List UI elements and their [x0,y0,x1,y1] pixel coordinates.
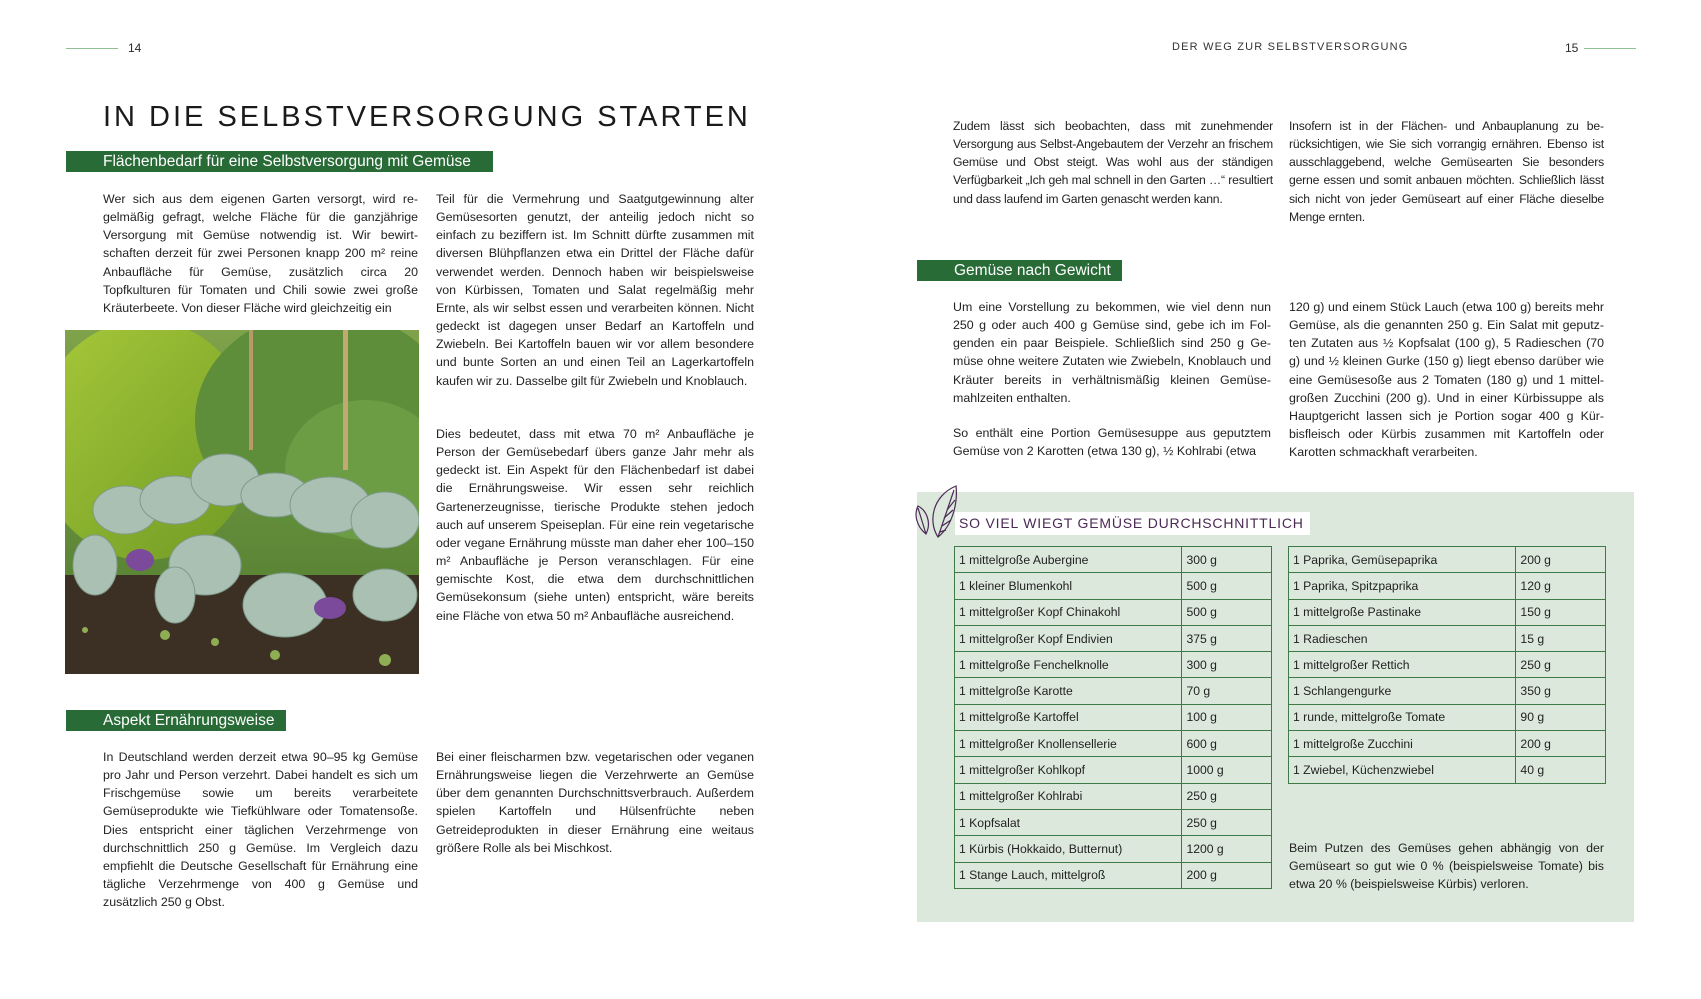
weight-cell: 300 g [1182,652,1272,678]
table-row [955,573,1272,599]
table-row [955,704,1272,730]
item-cell: 1 mittelgroße Zucchini [1289,731,1516,757]
item-cell: 1 runde, mittelgroße Tomate [1289,704,1516,730]
paragraph-intro-1: Zudem lässt sich beobachten, dass mit zunehmender Versorgung aus Selbst-Angebautem der Verzehr an frischem Gemüse und Obst steigt. Was wohl aus der ständigen Verfügbarkeit „Ich geh mal schnell in den Garten …“ resultiert und dass laufend im Garten genascht werden kann. [953,119,1273,206]
weight-cell: 120 g [1516,573,1606,599]
section-heading-flaechenbedarf [66,151,493,172]
weight-cell: 15 g [1516,625,1606,651]
page-number-left: 14 [128,41,142,55]
item-cell: 1 mittelgroße Pastinake [1289,599,1516,625]
weight-table-right [1288,546,1606,784]
table-row [1289,731,1606,757]
paragraph-flaechenbedarf-3: Dies bedeutet, dass mit etwa 70 m² Anbaufläche je Person der Gemüsebedarf übers ganze Jahr mehr als gedeckt ist. Ein Aspekt für den Flächenbedarf ist dabei die Ernährungsweise. Wir essen sehr reichlich Gartenerzeugnisse, tierische Produkte stehen jedoch auch auf unserem Speiseplan. Für eine rein vegetarische oder vegane Ernährung müsste man daher eher 100–150 m² Anbaufläche je Person veranschlagen. Für eine gemischte Kost, die etwa dem durchschnittlichen Gemüsekonsum (siehe unten) entspricht, wäre bereits eine Fläche von etwa 50 m² Anbaufläche ausreichend. [436,427,754,623]
table-row [1289,652,1606,678]
weight-cell: 100 g [1182,704,1272,730]
item-cell: 1 kleiner Blumenkohl [955,573,1182,599]
weight-cell: 350 g [1516,678,1606,704]
item-cell: 1 mittelgroße Aubergine [955,547,1182,573]
table-row [955,652,1272,678]
item-cell: 1 mittelgroßer Kohlrabi [955,783,1182,809]
table-row [1289,704,1606,730]
paragraph-gewicht-1: Um eine Vorstellung zu bekommen, wie viel denn nun 250 g oder auch 400 g Gemüse sind, gebe ich im Folgenden ein paar Beispiele. Schließlich sind 250 g Gemüse ohne weitere Zutaten wie Zwiebeln, Knoblauch und Kräuter bereits in verhältnismäßig kleinen Gemüsemahlzeiten enthalten. [953,300,1271,405]
weight-cell: 200 g [1516,547,1606,573]
info-box-title: SO VIEL WIEGT GEMÜSE DURCHSCHNITTLICH [955,512,1310,535]
weight-cell: 70 g [1182,678,1272,704]
item-cell: 1 mittelgroßer Knollensellerie [955,731,1182,757]
table-row [955,809,1272,835]
section-heading-text: Flächenbedarf für eine Selbstversorgung mit Gemüse [103,153,471,170]
table-row [955,862,1272,888]
weight-cell: 150 g [1516,599,1606,625]
item-cell: 1 mittelgroßer Kohlkopf [955,757,1182,783]
weight-cell: 250 g [1182,783,1272,809]
table-row [955,547,1272,573]
item-cell: 1 mittelgroßer Rettich [1289,652,1516,678]
weight-cell: 40 g [1516,757,1606,783]
paragraph-flaechenbedarf-2: Teil für die Vermehrung und Saatgutgewinnung alter Gemüsesorten genutzt, der anteilig jedoch nicht so einfach zu beziffern ist. Im Schnitt dürfte zusammen mit diversen Blühpflanzen etwa ein Drittel der Fläche dafür verwendet werden. Dennoch haben wir beispielsweise von Kürbissen, Tomaten und Salat regelmäßig mehr Ernte, als wir selbst essen und verarbeiten können. Nicht gedeckt ist dagegen unser Bedarf an Kartoffeln und Zwiebeln. Bei Kartoffeln bauen wir vor allem besondere und bunte Sorten an und einen Teil an Lagerkartoffeln kaufen wir zu. Dasselbe gilt für Zwiebeln und Knoblauch. [436,192,754,388]
weight-cell: 200 g [1516,731,1606,757]
paragraph-gewicht-3: 120 g) und einem Stück Lauch (etwa 100 g) bereits mehr Gemüse, als die genannten 250 g. Ein Salat mit geputzten Zutaten aus ½ Kopfsalat (100 g), 5 Radieschen (70 g) und ½ kleinen Gurke (150 g) liegt ebenso darüber wie eine Gemüsesoße aus 2 Tomaten (180 g) und 1 mittelgroßen Zucchini (200 g). Und in einer Kürbissuppe als Hauptgericht lassen sich je Portion sogar 400 g Kürbisfleisch oder Kürbis zusammen mit Kartoffeln oder Karotten schmackhaft verarbeiten. [1289,300,1604,460]
table-row [955,599,1272,625]
weight-cell: 90 g [1516,704,1606,730]
item-cell: 1 mittelgroße Kartoffel [955,704,1182,730]
item-cell: 1 mittelgroßer Kopf Chinakohl [955,599,1182,625]
paragraph-gewicht-2: So enthält eine Portion Gemüsesuppe aus geputztem Gemüse von 2 Karotten (etwa 130 g), ½ Kohlrabi (etwa [953,426,1271,459]
table-row [955,783,1272,809]
table-row [1289,547,1606,573]
paragraph-flaechenbedarf-1: Wer sich aus dem eigenen Garten versorgt, wird regelmäßig gefragt, welche Fläche für die ganzjährige Versorgung mit Gemüse notwendig ist. Wir bewirtschaften derzeit für zwei Personen knapp 200 m² reine Anbaufläche für Gemüse, zusätzlich circa 20 Topfkulturen für Tomaten und Chili sowie zwei große Kräuterbeete. Von dieser Fläche wird gleichzeitig ein [103,192,418,315]
weight-cell: 200 g [1182,862,1272,888]
table-row [955,836,1272,862]
paragraph-ernaehrungsweise-1: In Deutschland werden derzeit etwa 90–95 kg Gemüse pro Jahr und Person verzehrt. Dabei handelt es sich um Frischgemüse sowie um bereits verarbeitete Gemüseprodukte wie Tiefkühlware oder Tomatensoße. Dies entspricht einer täglichen Verzehrmenge von durchschnittlich 250 g Gemüse. Im Vergleich dazu empfiehlt die Deutsche Gesellschaft für Ernährung eine tägliche Verzehrmenge von 400 g Gemüse und zusätzlich 250 g Obst. [103,750,418,910]
table-row [1289,678,1606,704]
item-cell: 1 Schlangengurke [1289,678,1516,704]
garden-photo [65,330,419,674]
section-heading-gewicht [917,260,1122,281]
table-row [955,731,1272,757]
item-cell: 1 Stange Lauch, mittelgroß [955,862,1182,888]
table-row [955,757,1272,783]
item-cell: 1 mittelgroße Karotte [955,678,1182,704]
leaf-icon [912,482,960,540]
weight-cell: 300 g [1182,547,1272,573]
header-rule-left [66,48,118,49]
page-number-right: 15 [1565,41,1579,55]
weight-cell: 500 g [1182,573,1272,599]
item-cell: 1 mittelgroße Fenchelknolle [955,652,1182,678]
weight-table-left [954,546,1272,889]
item-cell: 1 mittelgroßer Kopf Endivien [955,625,1182,651]
paragraph-intro-2: Insofern ist in der Flächen- und Anbauplanung zu berücksichtigen, wie Sie sich vorrangig ernähren. Ebenso ist ausschlaggebend, welche Gemüsearten Sie besonders gerne essen und somit anbauen möchten. Schließlich lässt sich nicht von jeder Gemüseart auf einer Fläche dieselbe Menge ernten. [1289,119,1604,224]
section-heading-ernaehrungsweise [66,710,286,731]
table-row [1289,599,1606,625]
paragraph-ernaehrungsweise-2: Bei einer fleischarmen bzw. vegetarischen oder veganen Ernährungsweise liegen die Verzehrwerte an Gemüse über dem genannten Durchschnittsverbrauch. Außerdem spielen Kartoffeln und Hülsenfrüchte neben Getreideprodukten in dieser Ernährung eine weitaus größere Rolle als bei Mischkost. [436,750,754,855]
table-row [1289,625,1606,651]
info-box-note: Beim Putzen des Gemüses gehen abhängig von der Gemüseart so gut wie 0 % (beispielsweise Tomate) bis etwa 20 % (beispielsweise Kürbis) verloren. [1289,841,1604,892]
garden-photo-image [65,330,419,674]
item-cell: 1 Zwiebel, Küchenzwiebel [1289,757,1516,783]
weight-cell: 250 g [1182,809,1272,835]
running-head: DER WEG ZUR SELBSTVERSORGUNG [1172,41,1409,53]
item-cell: 1 Kürbis (Hokkaido, Butternut) [955,836,1182,862]
weight-cell: 1200 g [1182,836,1272,862]
weight-cell: 1000 g [1182,757,1272,783]
section-heading-text: Gemüse nach Gewicht [954,262,1111,279]
item-cell: 1 Paprika, Gemüsepaprika [1289,547,1516,573]
weight-cell: 250 g [1516,652,1606,678]
weight-cell: 600 g [1182,731,1272,757]
table-row [955,678,1272,704]
weight-cell: 375 g [1182,625,1272,651]
item-cell: 1 Radieschen [1289,625,1516,651]
item-cell: 1 Paprika, Spitzpaprika [1289,573,1516,599]
section-heading-text: Aspekt Ernährungsweise [103,712,275,729]
header-rule-right [1584,48,1636,49]
table-row [955,625,1272,651]
table-row [1289,757,1606,783]
page-title: IN DIE SELBSTVERSORGUNG STARTEN [103,101,751,133]
table-row [1289,573,1606,599]
weight-cell: 500 g [1182,599,1272,625]
item-cell: 1 Kopfsalat [955,809,1182,835]
